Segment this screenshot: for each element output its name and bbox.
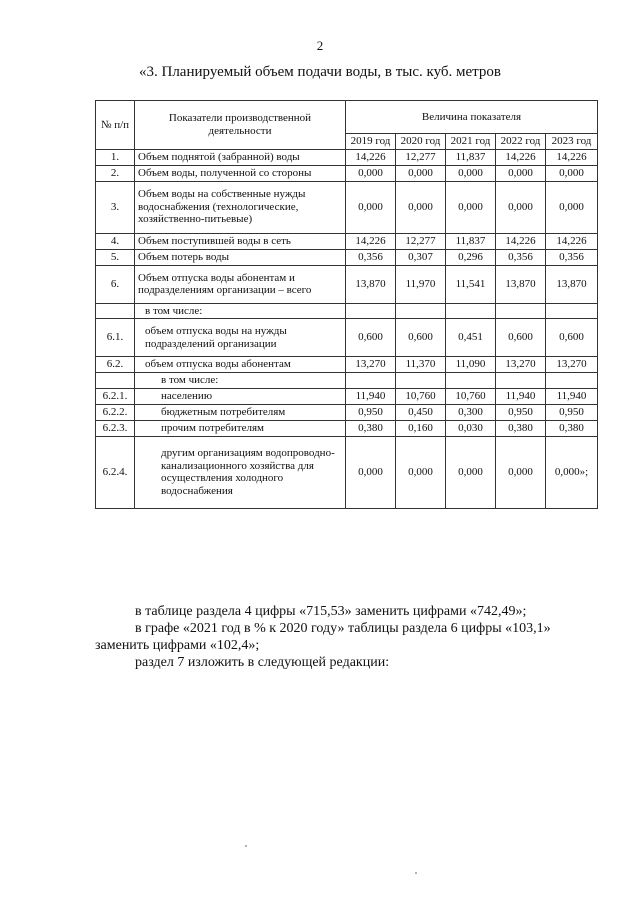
row-value: 13,870 [546, 265, 598, 303]
row-value: 12,277 [396, 149, 446, 165]
row-value: 14,226 [346, 149, 396, 165]
row-indicator: Объем поступившей воды в сеть [135, 233, 346, 249]
paragraph: раздел 7 изложить в следующей редакции: [135, 655, 390, 670]
table-row [96, 420, 598, 436]
row-indicator: объем отпуска воды абонентам [135, 357, 346, 373]
row-indicator: населению [135, 388, 346, 404]
row-value: 0,000 [346, 165, 396, 181]
row-indicator: Объем отпуска воды абонентам и подразделениям организации – всего [135, 265, 346, 303]
row-value: 0,950 [346, 404, 396, 420]
row-value: 11,940 [546, 388, 598, 404]
table-row [96, 165, 598, 181]
row-indicator: объем отпуска воды на нужды подразделений организации [135, 319, 346, 357]
row-number: 6. [96, 265, 135, 303]
row-value: 0,000 [546, 165, 598, 181]
header-year: 2020 год [396, 134, 446, 150]
header-value: Величина показателя [346, 101, 598, 134]
row-number: 6.1. [96, 319, 135, 357]
row-value: 11,837 [446, 149, 496, 165]
row-value [446, 303, 496, 319]
table-row [96, 388, 598, 404]
row-value [546, 303, 598, 319]
row-value: 0,451 [446, 319, 496, 357]
row-value: 0,000 [496, 181, 546, 233]
row-value: 0,000 [396, 181, 446, 233]
row-indicator: Объем воды на собственные нужды водоснабжения (технологические, хозяйственно-питьевые) [135, 181, 346, 233]
row-value: 0,356 [496, 249, 546, 265]
row-value: 0,000 [546, 181, 598, 233]
row-value: 13,870 [496, 265, 546, 303]
row-value: 0,356 [346, 249, 396, 265]
row-number [96, 373, 135, 389]
row-value: 14,226 [496, 149, 546, 165]
table-header-row [96, 101, 598, 134]
row-value [346, 373, 396, 389]
row-indicator: в том числе: [135, 303, 346, 319]
row-value: 0,000 [446, 436, 496, 508]
row-indicator: в том числе: [135, 373, 346, 389]
paragraph: в графе «2021 год в % к 2020 году» таблицы раздела 6 цифры «103,1» заменить цифрами «102,4»; [95, 621, 551, 653]
row-value: 0,000 [396, 165, 446, 181]
table-title: «3. Планируемый объем подачи воды, в тыс. куб. метров [138, 64, 502, 80]
row-number: 6.2.1. [96, 388, 135, 404]
row-value: 0,000 [496, 165, 546, 181]
row-number: 6.2.3. [96, 420, 135, 436]
row-value: 0,380 [546, 420, 598, 436]
row-value: 14,226 [496, 233, 546, 249]
row-value: 0,000 [446, 165, 496, 181]
row-value: 0,600 [546, 319, 598, 357]
row-value [546, 373, 598, 389]
row-value: 0,000 [496, 436, 546, 508]
row-value: 0,450 [396, 404, 446, 420]
table-row [96, 373, 598, 389]
row-value: 0,380 [346, 420, 396, 436]
header-indicator: Показатели производственной деятельности [135, 101, 346, 150]
row-value: 14,226 [346, 233, 396, 249]
row-value: 11,940 [496, 388, 546, 404]
row-value: 12,277 [396, 233, 446, 249]
header-year: 2019 год [346, 134, 396, 150]
row-value: 0,000 [346, 181, 396, 233]
water-supply-table [95, 100, 598, 509]
row-value: 11,090 [446, 357, 496, 373]
row-value: 10,760 [396, 388, 446, 404]
row-indicator: другим организациям водопроводно-канализационного хозяйства для осуществления холодного водоснабжения [135, 436, 346, 508]
row-value: 13,270 [546, 357, 598, 373]
row-value [496, 303, 546, 319]
row-value: 0,380 [496, 420, 546, 436]
row-number: 2. [96, 165, 135, 181]
table-row [96, 265, 598, 303]
header-num: № п/п [96, 101, 135, 150]
table-row [96, 404, 598, 420]
table-row [96, 249, 598, 265]
row-value: 11,970 [396, 265, 446, 303]
table-row [96, 436, 598, 508]
row-number: 6.2.2. [96, 404, 135, 420]
row-value: 11,541 [446, 265, 496, 303]
row-value: 0,000 [346, 436, 396, 508]
row-value: 0,296 [446, 249, 496, 265]
row-indicator: Объем поднятой (забранной) воды [135, 149, 346, 165]
row-indicator: Объем потерь воды [135, 249, 346, 265]
row-number: 5. [96, 249, 135, 265]
scan-speck [415, 872, 417, 874]
row-value: 14,226 [546, 149, 598, 165]
row-value: 0,307 [396, 249, 446, 265]
row-value: 0,600 [396, 319, 446, 357]
row-value: 0,600 [346, 319, 396, 357]
row-value: 13,870 [346, 265, 396, 303]
row-value: 0,950 [546, 404, 598, 420]
row-value: 11,940 [346, 388, 396, 404]
row-value: 0,000 [446, 181, 496, 233]
table-body [96, 149, 598, 508]
row-number: 3. [96, 181, 135, 233]
header-year: 2022 год [496, 134, 546, 150]
row-value: 0,030 [446, 420, 496, 436]
row-indicator: бюджетным потребителям [135, 404, 346, 420]
scan-speck [245, 845, 247, 847]
page-number: 2 [316, 38, 324, 53]
row-value: 0,000»; [546, 436, 598, 508]
row-number: 4. [96, 233, 135, 249]
row-number: 6.2. [96, 357, 135, 373]
row-value: 0,160 [396, 420, 446, 436]
row-value: 10,760 [446, 388, 496, 404]
row-value: 0,000 [396, 436, 446, 508]
table-row [96, 181, 598, 233]
row-number: 1. [96, 149, 135, 165]
paragraph: в таблице раздела 4 цифры «715,53» заменить цифрами «742,49»; [135, 604, 527, 619]
table-row [96, 319, 598, 357]
header-year: 2023 год [546, 134, 598, 150]
row-indicator: Объем воды, полученной со стороны [135, 165, 346, 181]
row-value: 0,356 [546, 249, 598, 265]
row-value: 13,270 [346, 357, 396, 373]
row-value: 11,370 [396, 357, 446, 373]
row-value [396, 373, 446, 389]
table-row [96, 303, 598, 319]
header-year: 2021 год [446, 134, 496, 150]
table-row [96, 149, 598, 165]
row-value: 13,270 [496, 357, 546, 373]
row-value: 0,300 [446, 404, 496, 420]
row-indicator: прочим потребителям [135, 420, 346, 436]
row-value [346, 303, 396, 319]
row-value: 11,837 [446, 233, 496, 249]
row-value [496, 373, 546, 389]
row-value [396, 303, 446, 319]
row-number: 6.2.4. [96, 436, 135, 508]
table-row [96, 357, 598, 373]
row-value: 0,950 [496, 404, 546, 420]
table-row [96, 233, 598, 249]
row-value: 0,600 [496, 319, 546, 357]
row-value: 14,226 [546, 233, 598, 249]
row-value [446, 373, 496, 389]
row-number [96, 303, 135, 319]
